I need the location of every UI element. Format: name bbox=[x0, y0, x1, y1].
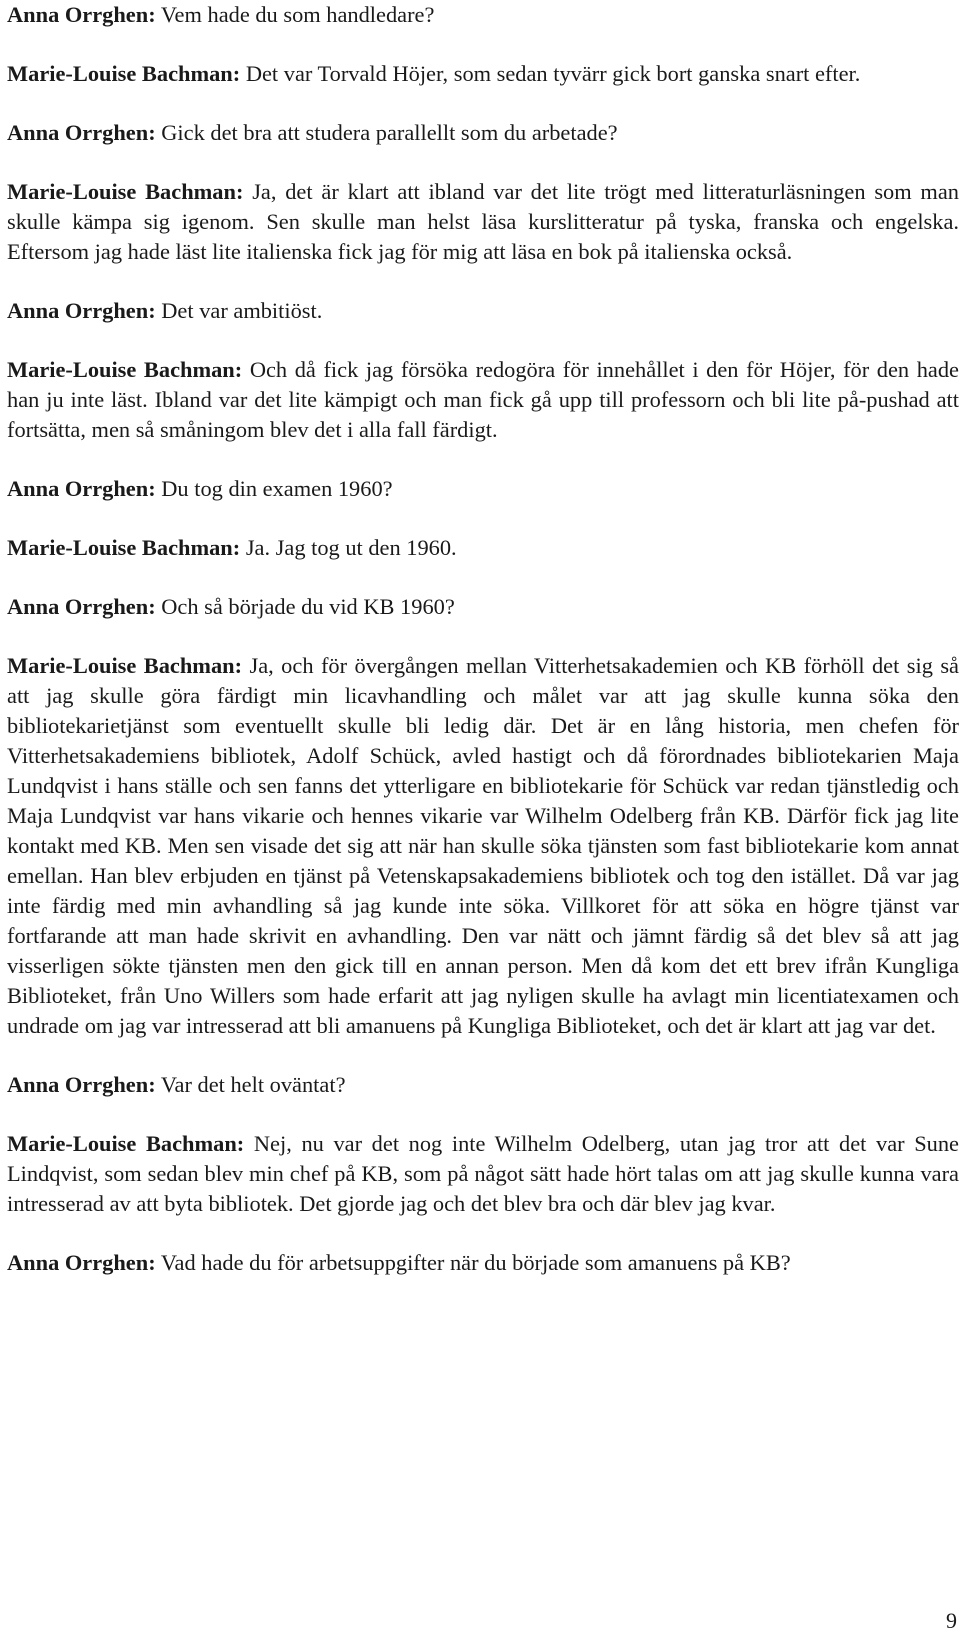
dialogue-turn bbox=[7, 1248, 959, 1278]
speaker-name: Anna Orrghen: bbox=[7, 594, 156, 619]
dialogue-turn bbox=[7, 592, 959, 622]
utterance-text: Och då fick jag försöka redogöra för innehållet i den för Höjer, för den hade han ju inte läst. Ibland var det lite kämpigt och man fick gå upp till professorn och bli lite på-pushad att fortsätta, men så småningom blev det i alla fall färdigt. bbox=[7, 357, 959, 442]
utterance-text: Ja, det är klart att ibland var det lite trögt med litteraturläsningen som man skulle kämpa sig igenom. Sen skulle man helst läsa kurslitteratur på tyska, franska och engelska. Eftersom jag hade läst lite italienska fick jag för mig att läsa en bok på italienska också. bbox=[7, 179, 959, 264]
dialogue-turn bbox=[7, 0, 959, 30]
utterance-text: Vad hade du för arbetsuppgifter när du började som amanuens på KB? bbox=[160, 1250, 791, 1275]
utterance-text: Det var ambitiöst. bbox=[161, 298, 323, 323]
interview-transcript bbox=[7, 0, 959, 1307]
page-number: 9 bbox=[946, 1608, 957, 1633]
speaker-name: Marie-Louise Bachman: bbox=[7, 357, 243, 382]
dialogue-turn bbox=[7, 533, 959, 563]
dialogue-turn bbox=[7, 59, 959, 89]
speaker-name: Marie-Louise Bachman: bbox=[7, 535, 241, 560]
dialogue-turn bbox=[7, 1129, 959, 1219]
dialogue-turn bbox=[7, 177, 959, 267]
speaker-name: Anna Orrghen: bbox=[7, 1250, 156, 1275]
speaker-name: Marie-Louise Bachman: bbox=[7, 61, 241, 86]
dialogue-turn bbox=[7, 474, 959, 504]
utterance-text: Och så började du vid KB 1960? bbox=[161, 594, 455, 619]
utterance-text: Vem hade du som handledare? bbox=[160, 2, 435, 27]
utterance-text: Ja, och för övergången mellan Vitterhetsakademien och KB förhöll det sig så att jag skulle göra färdigt min licavhandling och målet var att jag skulle kunna söka den bibliotekarietjänst som eventuellt skulle bli ledig där. Det är en lång historia, men chefen för Vitterhetsakademiens bibliotek, Adolf Schück, avled hastigt och då förordnades bibliotekarien Maja Lundqvist i hans ställe och sen fanns det ytterligare en bibliotekarie för Schück var redan tjänstledig och Maja Lundqvist var hans vikarie och hennes vikarie var Wilhelm Odelberg från KB. Därför fick jag lite kontakt med KB. Men sen visade det sig att när han skulle söka tjänsten som fast bibliotekarie kom annat emellan. Han blev erbjuden en tjänst på Vetenskapsakademiens bibliotek och tog den istället. Då var jag inte färdig med min avhandling så jag kunde inte söka. Villkoret för att söka en högre tjänst var fortfarande att man hade skrivit en avhandling. Den var nätt och jämnt färdig så det blev så att jag visserligen sökte tjänsten men den gick till en annan person. Men då kom det ett brev ifrån Kungliga Biblioteket, från Uno Willers som hade erfarit att jag nyligen skulle ha avlagt min licentiatexamen och undrade om jag var intresserad att bli amanuens på Kungliga Biblioteket, och det är klart att jag var det. bbox=[7, 653, 959, 1038]
speaker-name: Anna Orrghen: bbox=[7, 1072, 156, 1097]
dialogue-turn bbox=[7, 296, 959, 326]
speaker-name: Marie-Louise Bachman: bbox=[7, 179, 244, 204]
dialogue-turn bbox=[7, 355, 959, 445]
dialogue-turn bbox=[7, 1070, 959, 1100]
speaker-name: Marie-Louise Bachman: bbox=[7, 653, 243, 678]
speaker-name: Anna Orrghen: bbox=[7, 120, 156, 145]
utterance-text: Det var Torvald Höjer, som sedan tyvärr gick bort ganska snart efter. bbox=[245, 61, 861, 86]
utterance-text: Gick det bra att studera parallellt som du arbetade? bbox=[161, 120, 618, 145]
speaker-name: Anna Orrghen: bbox=[7, 476, 156, 501]
utterance-text: Var det helt oväntat? bbox=[160, 1072, 346, 1097]
utterance-text: Nej, nu var det nog inte Wilhelm Odelberg, utan jag tror att det var Sune Lindqvist, som sedan blev min chef på KB, som på något sätt hade hört talas om att jag skulle kunna vara intresserad av att byta bibliotek. Det gjorde jag och det blev bra och där blev jag kvar. bbox=[7, 1131, 959, 1216]
utterance-text: Ja. Jag tog ut den 1960. bbox=[245, 535, 457, 560]
utterance-text: Du tog din examen 1960? bbox=[161, 476, 393, 501]
dialogue-turn bbox=[7, 651, 959, 1041]
speaker-name: Anna Orrghen: bbox=[7, 2, 156, 27]
speaker-name: Marie-Louise Bachman: bbox=[7, 1131, 245, 1156]
dialogue-turn bbox=[7, 118, 959, 148]
speaker-name: Anna Orrghen: bbox=[7, 298, 156, 323]
